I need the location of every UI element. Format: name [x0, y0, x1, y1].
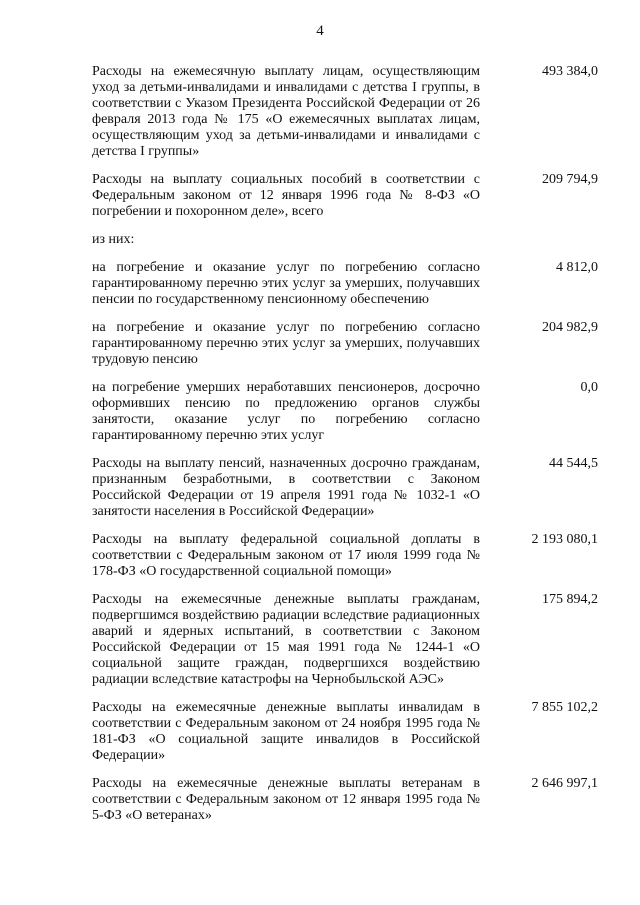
expense-amount: 44 544,5	[549, 456, 598, 471]
expense-amount: 204 982,9	[542, 320, 598, 335]
expense-amount: 2 646 997,1	[531, 776, 598, 791]
expense-description: Расходы на ежемесячную выплату лицам, осуществляющим уход за детьми-инвалидами и инвалидами с детства I группы, в соответствии с Указом Президента Российской Федерации от 26 февраля 2013 года № 175 «О ежемесячных выплатах лицам, осуществляющим уход за детьми-инвалидами и инвалидами с детства I группы»	[92, 64, 480, 159]
expense-description: Расходы на выплату федеральной социальной доплаты в соответствии с Федеральным законом от 17 июля 1999 года № 178-ФЗ «О государственной социальной помощи»	[92, 532, 480, 579]
expense-row-burial-unemployed-pensioners	[92, 380, 598, 444]
expense-amount: 7 855 102,2	[531, 700, 598, 715]
expense-row-burial-labor-pension	[92, 320, 598, 368]
expense-description: Расходы на выплату социальных пособий в соответствии с Федеральным законом от 12 января 1996 года № 8-ФЗ «О погребении и похоронном деле», всего	[92, 172, 480, 219]
expense-subheading	[92, 232, 598, 248]
expense-amount: 4 812,0	[556, 260, 598, 275]
expense-description: из них:	[92, 232, 135, 247]
expense-description: Расходы на выплату пенсий, назначенных досрочно гражданам, признанным безработными, в соответствии с Законом Российской Федерации от 19 апреля 1991 года № 1032-1 «О занятости населения в Российской Федерации»	[92, 456, 480, 519]
expense-table	[92, 64, 598, 836]
page-number: 4	[316, 23, 324, 39]
expense-row-federal-social-supplement	[92, 532, 598, 580]
expense-amount: 493 384,0	[542, 64, 598, 79]
expense-row-burial-benefits	[92, 172, 598, 220]
expense-description: Расходы на ежемесячные денежные выплаты инвалидам в соответствии с Федеральным законом от 24 ноября 1995 года № 181-ФЗ «О социальной защите инвалидов в Российской Федерации»	[92, 700, 480, 763]
expense-row-early-pensions	[92, 456, 598, 520]
expense-description: Расходы на ежемесячные денежные выплаты гражданам, подвергшимся воздействию радиации вследствие радиационных аварий и ядерных испытаний, в соответствии с Законом Российской Федерации от 15 мая 1991 года № 1244-1 «О социальной защите граждан, подвергшихся воздействию радиации вследствие катастрофы на Чернобыльской АЭС»	[92, 592, 480, 687]
expense-description: на погребение и оказание услуг по погребению согласно гарантированному перечню этих услуг за умерших, получавших трудовую пенсию	[92, 320, 480, 367]
expense-description: на погребение и оказание услуг по погребению согласно гарантированному перечню этих услуг за умерших, получавших пенсии по государственному пенсионному обеспечению	[92, 260, 480, 307]
expense-row-burial-state-pension	[92, 260, 598, 308]
expense-description: на погребение умерших неработавших пенсионеров, досрочно оформивших пенсию по предложению органов службы занятости, оказание услуг по погребению согласно гарантированному перечню этих услуг	[92, 380, 480, 443]
expense-row-disabled-persons	[92, 700, 598, 764]
expense-description: Расходы на ежемесячные денежные выплаты ветеранам в соответствии с Федеральным законом от 12 января 1995 года № 5-ФЗ «О ветеранах»	[92, 776, 480, 823]
expense-amount: 2 193 080,1	[531, 532, 598, 547]
expense-row-radiation-victims	[92, 592, 598, 688]
expense-amount: 0,0	[580, 380, 598, 395]
expense-row-caregiver-payments	[92, 64, 598, 160]
expense-amount: 209 794,9	[542, 172, 598, 187]
expense-amount: 175 894,2	[542, 592, 598, 607]
expense-row-veterans	[92, 776, 598, 824]
